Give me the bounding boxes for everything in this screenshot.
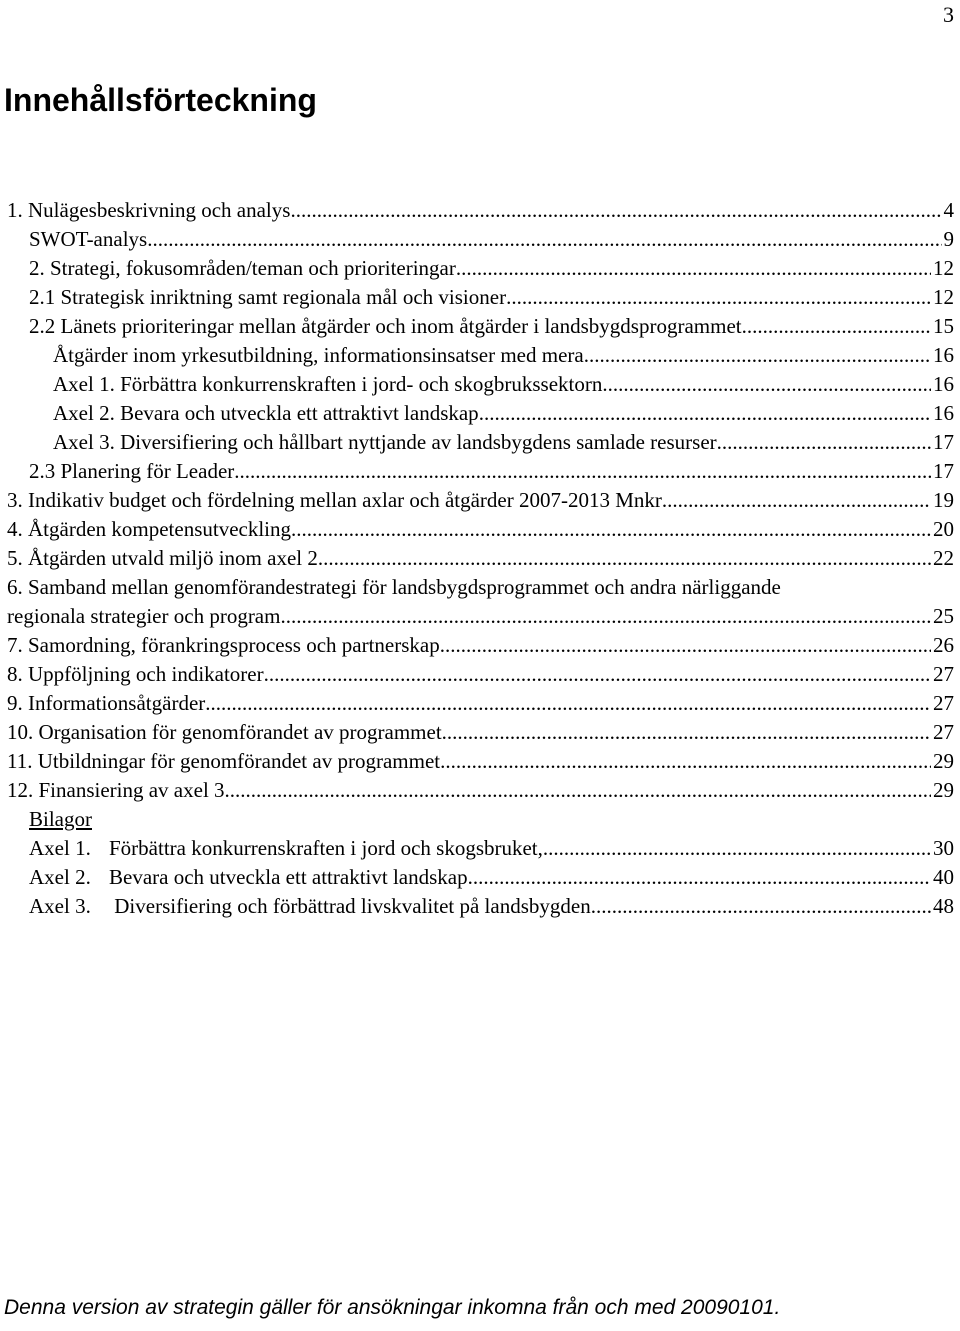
dot-leader <box>717 428 931 457</box>
dot-leader <box>456 254 931 283</box>
toc-entry-page: 26 <box>933 633 954 657</box>
dot-leader <box>742 312 931 341</box>
toc-entry-page: 17 <box>933 459 954 483</box>
dot-leader <box>543 834 931 863</box>
page-number: 3 <box>943 2 954 27</box>
bilaga-entry[interactable] <box>0 863 960 892</box>
toc-entry-text: Axel 3. Diversifiering och hållbart nyttjande av landsbygdens samlade resurser <box>53 430 717 454</box>
toc-entry-page: 27 <box>933 720 954 744</box>
toc-entry[interactable] <box>0 747 960 776</box>
toc-entry-text: 6. Samband mellan genomförandestrategi för landsbygdsprogrammet och andra närliggande <box>7 575 781 599</box>
toc-entry-page: 9 <box>943 227 954 251</box>
toc-entry[interactable] <box>0 660 960 689</box>
toc-entry-text: 9. Informationsåtgärder <box>7 691 206 715</box>
bilagor-heading-row <box>0 805 960 834</box>
toc-entry[interactable] <box>0 225 960 254</box>
toc-entry-page: 27 <box>933 662 954 686</box>
bilaga-label: Axel 3. <box>29 894 91 918</box>
toc-entry-page: 19 <box>933 488 954 512</box>
toc-entry-text: 11. Utbildningar för genomförandet av programmet <box>7 749 441 773</box>
toc-entry-text: Axel 2. Bevara och utveckla ett attraktivt landskap <box>53 401 479 425</box>
toc-entry-page: 29 <box>933 778 954 802</box>
toc-entry-text: 4. Åtgärden kompetensutveckling <box>7 517 292 541</box>
dot-leader <box>468 863 931 892</box>
toc-entry[interactable] <box>0 544 960 573</box>
bilaga-label: Axel 1. <box>29 836 91 860</box>
dot-leader <box>318 544 931 573</box>
toc-entry-page: 12 <box>933 285 954 309</box>
toc-entry-text: 2.1 Strategisk inriktning samt regionala mål och visioner <box>29 285 507 309</box>
toc-entry[interactable] <box>0 428 960 457</box>
bilaga-page: 40 <box>933 865 954 889</box>
toc-entry[interactable] <box>0 283 960 312</box>
bilaga-entry[interactable] <box>0 892 960 921</box>
dot-leader <box>506 283 931 312</box>
toc-entry[interactable] <box>0 631 960 660</box>
toc-entry-text: 1. Nulägesbeskrivning och analys <box>7 198 291 222</box>
toc-entry-page: 22 <box>933 546 954 570</box>
toc-entry-text: 5. Åtgärden utvald miljö inom axel 2 <box>7 546 318 570</box>
toc-title: Innehållsförteckning <box>4 82 317 118</box>
toc-entry-page: 27 <box>933 691 954 715</box>
toc-entry-text: 3. Indikativ budget och fördelning mellan axlar och åtgärder 2007-2013 Mnkr <box>7 488 662 512</box>
bilaga-label: Axel 2. <box>29 865 91 889</box>
toc-entry-page: 4 <box>943 198 954 222</box>
dot-leader <box>662 486 931 515</box>
toc-entry-page: 25 <box>933 604 954 628</box>
toc-entry-text: 7. Samordning, förankringsprocess och partnerskap <box>7 633 440 657</box>
toc-entry-text: SWOT-analys <box>29 227 148 251</box>
dot-leader <box>234 457 931 486</box>
bilagor-heading[interactable]: Bilagor <box>29 807 92 831</box>
dot-leader <box>225 776 931 805</box>
bilaga-text: Diversifiering och förbättrad livskvalitet på landsbygden <box>109 894 591 918</box>
footer-note: Denna version av strategin gäller för ansökningar inkomna från och med 20090101. <box>4 1296 781 1319</box>
dot-leader <box>440 747 931 776</box>
dot-leader <box>291 515 931 544</box>
toc-entry-page: 15 <box>933 314 954 338</box>
bilaga-page: 30 <box>933 836 954 860</box>
toc-entry[interactable] <box>0 254 960 283</box>
bilaga-page: 48 <box>933 894 954 918</box>
dot-leader <box>290 196 941 225</box>
dot-leader <box>147 225 941 254</box>
toc-entry-page: 17 <box>933 430 954 454</box>
toc-entry-text: 10. Organisation för genomförandet av programmet <box>7 720 442 744</box>
bilaga-text: Bevara och utveckla ett attraktivt landskap <box>109 865 468 889</box>
toc-entry-page: 12 <box>933 256 954 280</box>
dot-leader <box>602 370 931 399</box>
toc-entry-text: 8. Uppföljning och indikatorer <box>7 662 264 686</box>
toc-entry[interactable] <box>0 602 960 631</box>
toc-entry[interactable] <box>0 515 960 544</box>
toc-entry[interactable] <box>0 776 960 805</box>
toc-entry[interactable] <box>0 370 960 399</box>
toc-entry-page: 29 <box>933 749 954 773</box>
toc-entry-page: 16 <box>933 401 954 425</box>
dot-leader <box>591 892 931 921</box>
toc-entry[interactable] <box>0 718 960 747</box>
dot-leader <box>479 399 931 428</box>
toc-entry-page: 20 <box>933 517 954 541</box>
toc-entry[interactable] <box>0 399 960 428</box>
toc-entry-page: 16 <box>933 372 954 396</box>
toc-entry[interactable] <box>0 312 960 341</box>
toc-entry-text: 2.2 Länets prioriteringar mellan åtgärder och inom åtgärder i landsbygdsprogrammet <box>29 314 742 338</box>
toc-entry[interactable] <box>0 486 960 515</box>
toc-entry-text: 2.3 Planering för Leader <box>29 459 235 483</box>
bilaga-entry[interactable] <box>0 834 960 863</box>
dot-leader <box>280 602 931 631</box>
toc-entry-text: 2. Strategi, fokusområden/teman och prioriteringar <box>29 256 456 280</box>
bilaga-text: Förbättra konkurrenskraften i jord och skogsbruket, <box>109 836 543 860</box>
toc-entry-text: Åtgärder inom yrkesutbildning, informationsinsatser med mera <box>53 343 584 367</box>
toc-entry-text: Axel 1. Förbättra konkurrenskraften i jord- och skogbrukssektorn <box>53 372 603 396</box>
dot-leader <box>442 718 931 747</box>
toc-entry-text: 12. Finansiering av axel 3 <box>7 778 225 802</box>
dot-leader <box>440 631 931 660</box>
toc-entry-text: regionala strategier och program <box>7 604 281 628</box>
dot-leader <box>584 341 931 370</box>
table-of-contents <box>0 196 960 921</box>
toc-entry[interactable] <box>0 457 960 486</box>
toc-entry[interactable] <box>0 573 960 602</box>
dot-leader <box>264 660 931 689</box>
toc-entry[interactable] <box>0 196 960 225</box>
toc-entry[interactable] <box>0 689 960 718</box>
dot-leader <box>205 689 931 718</box>
toc-entry[interactable] <box>0 341 960 370</box>
toc-entry-page: 16 <box>933 343 954 367</box>
